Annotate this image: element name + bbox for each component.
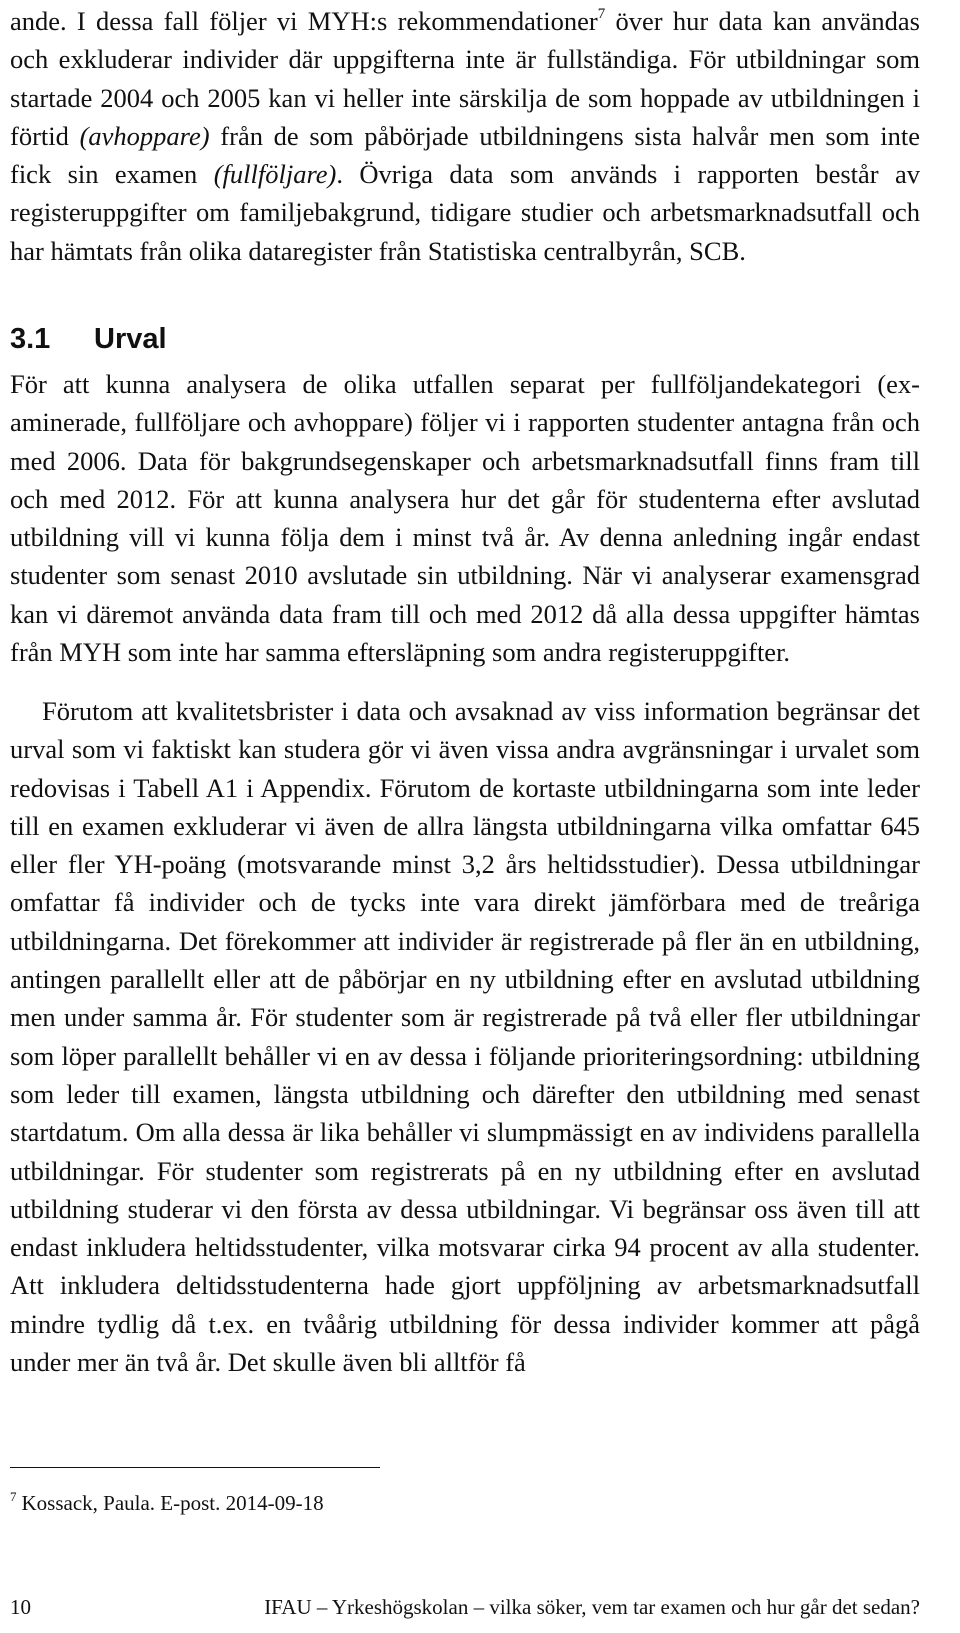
footnote-marker: 7 <box>10 1489 17 1504</box>
paragraph-intro-text-3: från de som påbörjade utbildningens sista halvår men som inte fick sin examen <box>10 120 920 190</box>
paragraph-intro-text-1: ande. I dessa fall följer vi MYH:s rekommendationer <box>10 6 598 36</box>
running-title: IFAU – Yrkeshögskolan – vilka söker, vem tar examen och hur går det sedan? <box>264 1595 920 1619</box>
paragraph-avgransningar: Förutom att kvalitetsbrister i data och avsaknad av viss information begränsar det urval som vi faktiskt kan studera gör vi även vissa andra avgränsningar i urvalet som redovisas i Tabell A1 i Appendix. Förutom de kortaste utbildningarna som inte leder till en examen exkluderar vi även de allra längsta utbildningarna vilka omfattar 645 eller fler YH-poäng (motsvarande minst 3,2 års heltidsstudier). Dessa utbildningar omfattar få individer och de tycks inte vara direkt jämförbara med de treåriga utbildningarna. Det förekommer att individer är registrerade på fler än en utbildning, antingen parallellt eller att de påbörjar en ny utbildning efter en avslutad utbildning men under samma år. För studenter som är registrerade på två eller fler utbildningar som löper parallellt behåller vi en av dessa i följande prioriteringsordning: utbildning som leder till examen, längsta utbildning och därefter den utbildning med senast startdatum. Om alla dessa är lika behåller vi slumpmässigt en av individens parallella utbildningar. För studenter som registrerats på en ny utbildning efter en avslutad utbildning studerar vi den första av dessa utbildningar. Vi begränsar oss även till att endast inkludera heltidsstudenter, vilka motsvarar cirka 94 procent av alla studenter. Att inkludera deltidsstudenterna hade gjort uppföljning av arbetsmarknadsutfall mindre tydlig då t.ex. en tvåårig utbildning för dessa individer kommer att pågå under mer än två år. Det skulle även bli alltför få <box>10 696 920 1378</box>
footnote-separator <box>10 1467 380 1468</box>
section-title: Urval <box>94 323 167 355</box>
footnote-text: Kossack, Paula. E-post. 2014-09-18 <box>21 1491 324 1515</box>
footnote <box>10 1489 920 1517</box>
paragraph-intro <box>10 2 920 270</box>
paragraph-intro-text-2: över hur data kan användas och exkluderar individer där uppgifterna inte är fullständiga. För utbildningar som startade 2004 och 2005 kan vi heller inte särskilja de som hoppade av utbildningen i förtid <box>10 6 920 151</box>
section-heading <box>10 322 920 356</box>
section-number: 3.1 <box>10 323 51 355</box>
paragraph-intro-text-4: . Övriga data som används i rapporten består av registeruppgifter om familjebakgrund, tidigare studier och arbetsmarknadsutfall och har hämtats från olika dataregister från Statistiska centralbyrån, SCB. <box>10 159 920 266</box>
paragraph-urval: För att kunna analysera de olika utfallen separat per fullföljandekategori (examinerade, fullföljare och avhoppare) följer vi i rapporten studenter antagna från och med 2006. Data för bakgrundsegenskaper och arbetsmarknadsutfall finns fram till och med 2012. För att kunna analysera hur det går för studenterna efter avslutad utbildning vill vi kunna följa dem i minst två år. Av denna anledning ingår endast studenter som senast 2010 avslutade sin utbildning. När vi analyserar examensgrad kan vi däremot använda data fram till och med 2012 då alla dessa uppgifter hämtas från MYH som inte har samma eftersläpning som andra registeruppgifter. <box>10 369 920 668</box>
footnote-reference[interactable]: 7 <box>597 6 606 22</box>
page-number: 10 <box>10 1595 31 1619</box>
term-fullfoljare: (fullföljare) <box>213 159 337 190</box>
term-avhoppare: (avhoppare) <box>79 120 210 151</box>
